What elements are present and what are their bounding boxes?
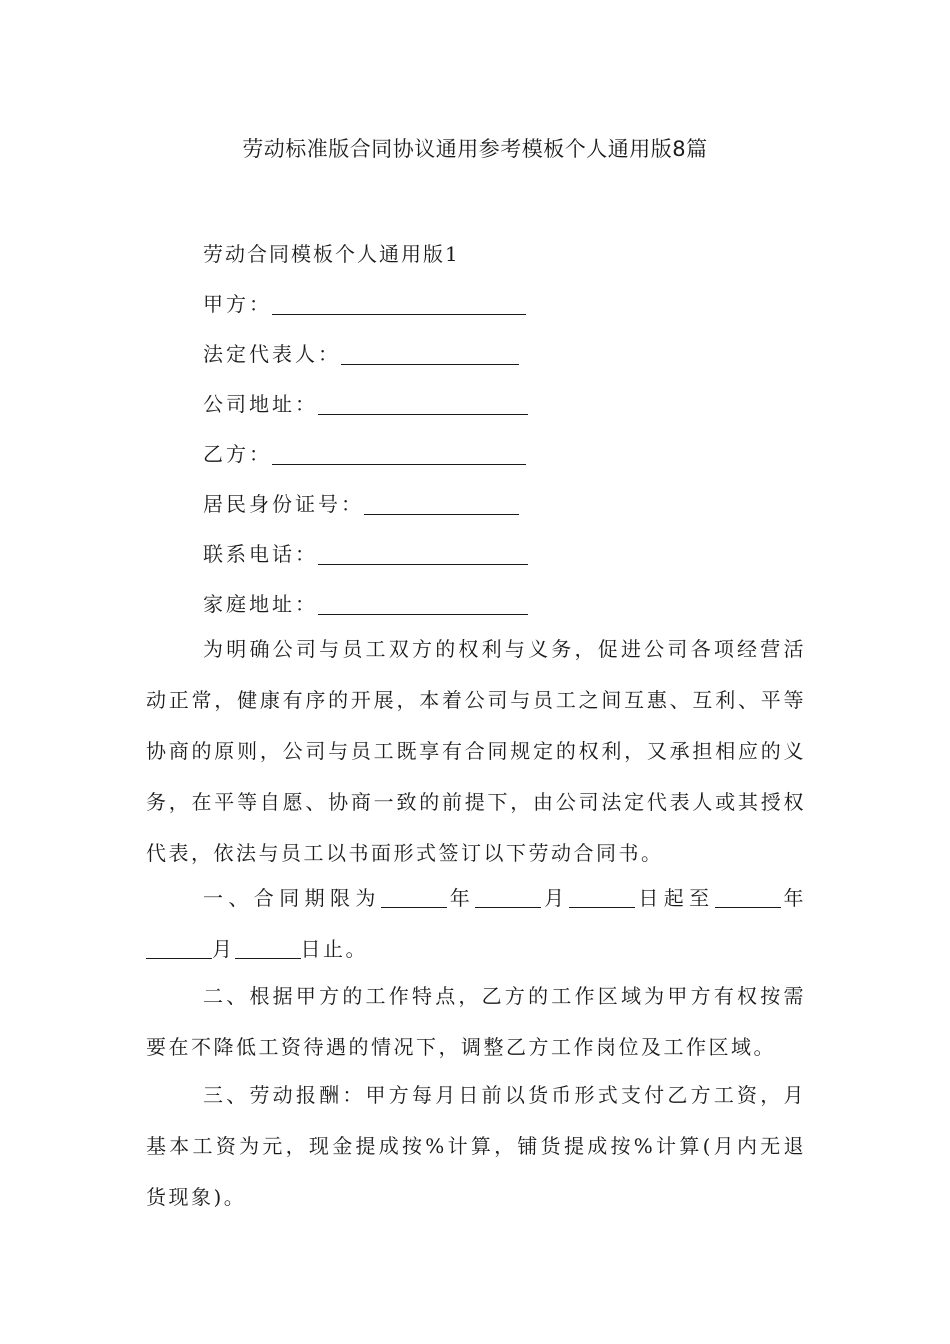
month-label-2: 月: [212, 937, 235, 961]
legal-representative-blank: [341, 344, 519, 365]
clause-work-area: 二、根据甲方的工作特点，乙方的工作区域为甲方有权按需要在不降低工资待遇的情况下，调整乙方工作岗位及工作区域。: [146, 984, 806, 1059]
home-address-blank: [318, 594, 528, 615]
start-month-blank: [475, 889, 541, 908]
id-number-blank: [364, 494, 519, 515]
phone-label: 联系电话：: [203, 542, 318, 566]
term-end: 日止。: [300, 937, 368, 961]
party-b-label: 乙方：: [203, 442, 272, 466]
phone-field: [203, 538, 528, 567]
party-a-blank: [272, 294, 526, 315]
start-day-blank: [569, 889, 635, 908]
contract-subtitle: 劳动合同模板个人通用版1: [203, 242, 460, 266]
phone-blank: [318, 544, 528, 565]
end-month-blank: [146, 940, 212, 959]
clause-compensation: 三、劳动报酬：甲方每月日前以货币形式支付乙方工资，月基本工资为元，现金提成按%计算，铺货提成按%计算(月内无退货现象)。: [146, 1083, 806, 1209]
clause-contract-term: [146, 873, 806, 975]
legal-representative-field: [203, 338, 519, 367]
home-address-field: [203, 588, 528, 617]
year-label-2: 年: [780, 886, 806, 910]
start-year-blank: [381, 889, 447, 908]
party-a-field: [203, 288, 526, 317]
month-label-1: 月: [541, 886, 570, 910]
party-b-blank: [272, 444, 526, 465]
home-address-label: 家庭地址：: [203, 592, 318, 616]
day-label-start: 日起至: [635, 886, 715, 910]
party-a-label: 甲方：: [203, 292, 272, 316]
id-number-label: 居民身份证号：: [203, 492, 364, 516]
legal-representative-label: 法定代表人：: [203, 342, 341, 366]
intro-paragraph: 为明确公司与员工双方的权利与义务，促进公司各项经营活动正常，健康有序的开展，本着公司与员工之间互惠、互利、平等协商的原则，公司与员工既享有合同规定的权利，又承担相应的义务，在平等自愿、协商一致的前提下，由公司法定代表人或其授权代表，依法与员工以书面形式签订以下劳动合同书。: [146, 637, 806, 865]
company-address-field: [203, 388, 528, 417]
end-year-blank: [715, 889, 781, 908]
year-label-1: 年: [446, 886, 476, 910]
company-address-blank: [318, 394, 528, 415]
term-prefix: 一、合同期限为: [203, 886, 381, 910]
end-day-blank: [235, 940, 301, 959]
party-b-field: [203, 438, 526, 467]
company-address-label: 公司地址：: [203, 392, 318, 416]
document-title: 劳动标准版合同协议通用参考模板个人通用版8篇: [242, 137, 708, 161]
id-number-field: [203, 488, 519, 517]
